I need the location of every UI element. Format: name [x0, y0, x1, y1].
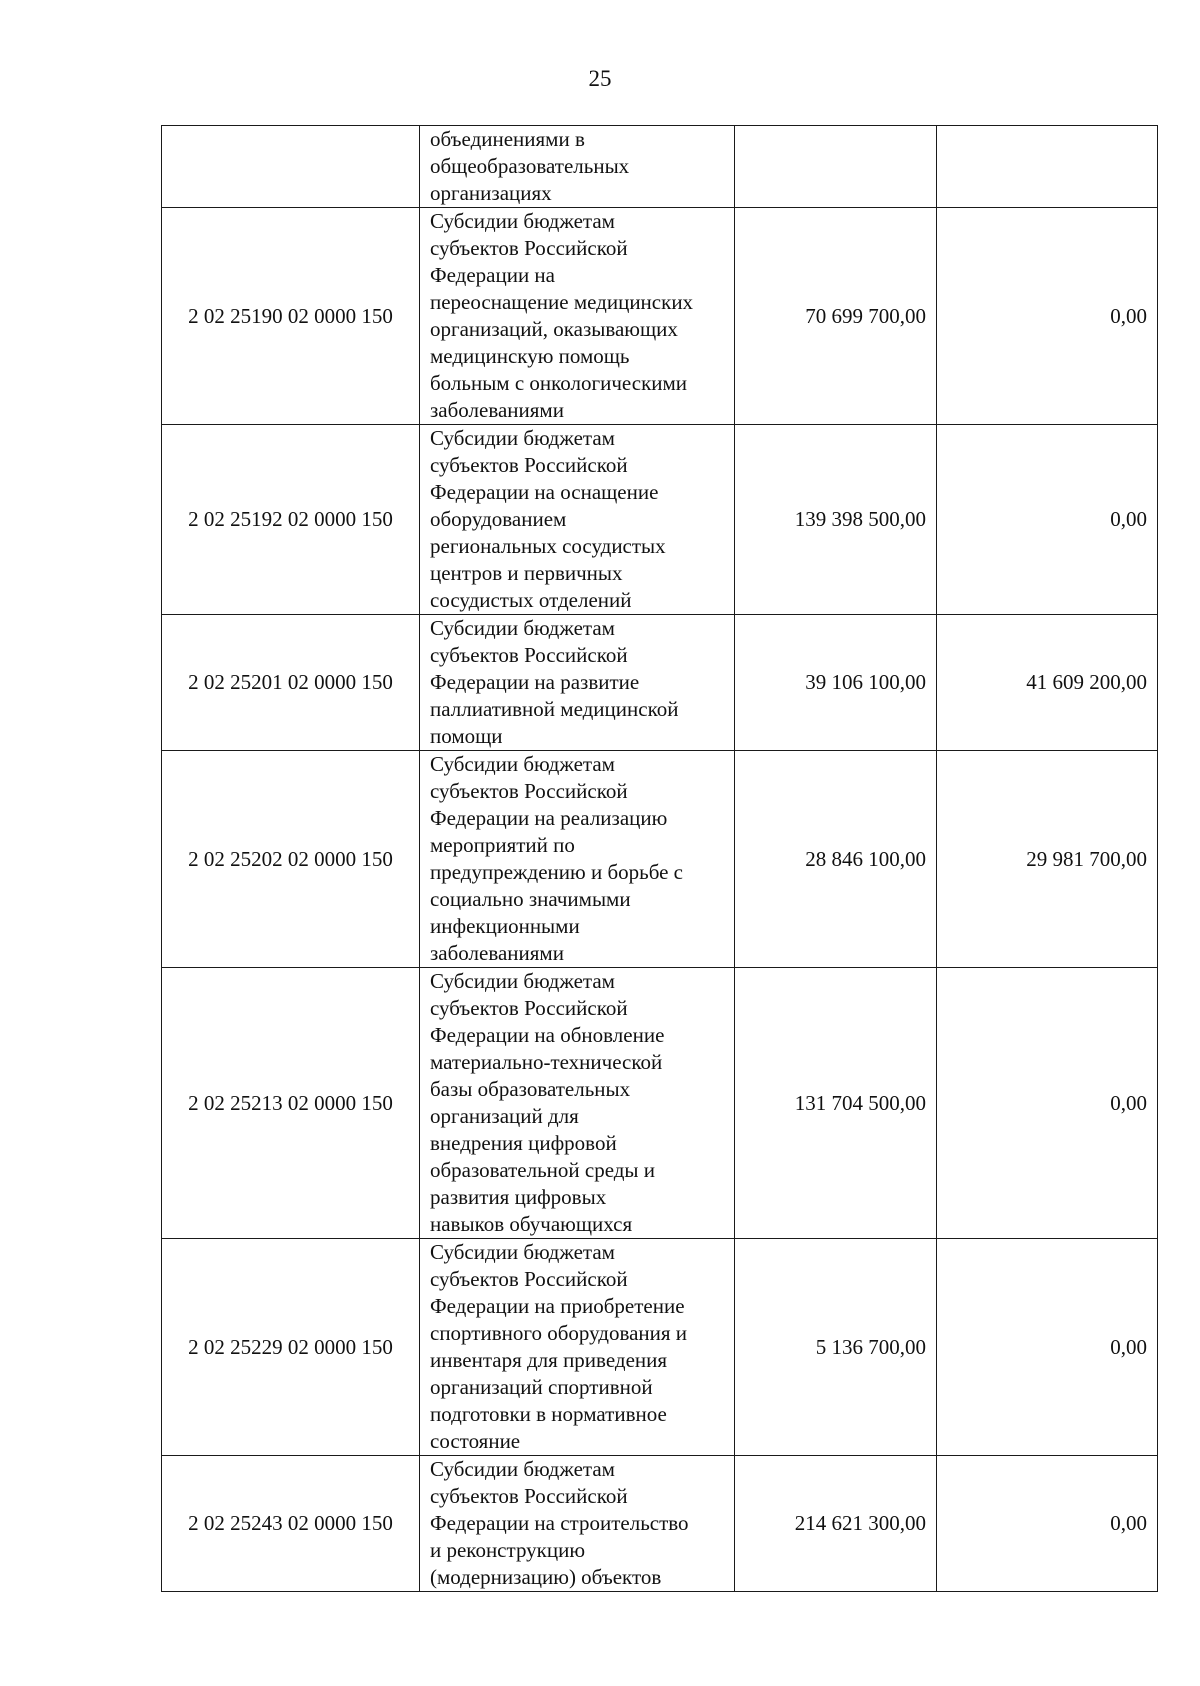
description-line: внедрения цифровой	[430, 1131, 617, 1155]
description-line: предупреждению и борьбе с	[430, 860, 684, 884]
description-line: Субсидии бюджетам	[430, 426, 615, 450]
description-line: организациях	[430, 181, 552, 205]
description-line: заболеваниями	[430, 941, 564, 965]
description-cell	[420, 1239, 735, 1456]
table-row	[162, 126, 1158, 208]
table-row	[162, 425, 1158, 615]
description-line: материально-технической	[430, 1050, 663, 1074]
description-line: социально значимыми	[430, 887, 631, 911]
description-cell	[420, 615, 735, 751]
budget-code-cell: 2 02 25229 02 0000 150	[162, 1239, 420, 1456]
description-line: субъектов Российской	[430, 1267, 628, 1291]
amount-year-2-cell: 0,00	[937, 1456, 1158, 1592]
description-line: (модернизацию) объектов	[430, 1565, 662, 1589]
description-line: медицинскую помощь	[430, 344, 630, 368]
description-line: объединениями в	[430, 127, 585, 151]
amount-year-1-cell: 70 699 700,00	[735, 208, 937, 425]
description-line: центров и первичных	[430, 561, 623, 585]
description-cell	[420, 126, 735, 208]
description-line: субъектов Российской	[430, 1484, 628, 1508]
amount-year-2-cell: 29 981 700,00	[937, 751, 1158, 968]
amount-year-2-cell	[937, 126, 1158, 208]
description-line: оборудованием	[430, 507, 567, 531]
description-line: региональных сосудистых	[430, 534, 666, 558]
budget-code-cell: 2 02 25243 02 0000 150	[162, 1456, 420, 1592]
description-line: навыков обучающихся	[430, 1212, 633, 1236]
description-line: переоснащение медицинских	[430, 290, 694, 314]
description-line: паллиативной медицинской	[430, 697, 679, 721]
description-line: состояние	[430, 1429, 521, 1453]
description-line: организаций, оказывающих	[430, 317, 678, 341]
amount-year-2-cell: 41 609 200,00	[937, 615, 1158, 751]
table-row	[162, 615, 1158, 751]
amount-year-1-cell: 39 106 100,00	[735, 615, 937, 751]
budget-code-cell: 2 02 25190 02 0000 150	[162, 208, 420, 425]
amount-year-2-cell: 0,00	[937, 208, 1158, 425]
description-line: субъектов Российской	[430, 453, 628, 477]
description-line: инвентаря для приведения	[430, 1348, 668, 1372]
budget-table-body	[162, 126, 1158, 1592]
amount-year-2-cell: 0,00	[937, 968, 1158, 1239]
budget-code-cell: 2 02 25201 02 0000 150	[162, 615, 420, 751]
description-line: Федерации на	[430, 263, 555, 287]
amount-year-2-cell: 0,00	[937, 425, 1158, 615]
amount-year-1-cell: 139 398 500,00	[735, 425, 937, 615]
description-line: Субсидии бюджетам	[430, 752, 615, 776]
description-cell	[420, 208, 735, 425]
budget-code-cell: 2 02 25213 02 0000 150	[162, 968, 420, 1239]
table-row	[162, 968, 1158, 1239]
table-row	[162, 1456, 1158, 1592]
amount-year-1-cell: 214 621 300,00	[735, 1456, 937, 1592]
description-line: Федерации на реализацию	[430, 806, 668, 830]
description-line: Федерации на приобретение	[430, 1294, 685, 1318]
description-line: подготовки в нормативное	[430, 1402, 667, 1426]
table-row	[162, 208, 1158, 425]
description-line: субъектов Российской	[430, 643, 628, 667]
description-line: помощи	[430, 724, 503, 748]
description-line: организаций для	[430, 1104, 579, 1128]
budget-code-cell: 2 02 25202 02 0000 150	[162, 751, 420, 968]
description-line: Субсидии бюджетам	[430, 209, 615, 233]
description-line: развития цифровых	[430, 1185, 607, 1209]
description-line: субъектов Российской	[430, 779, 628, 803]
description-cell	[420, 1456, 735, 1592]
description-line: субъектов Российской	[430, 236, 628, 260]
description-line: общеобразовательных	[430, 154, 630, 178]
description-line: Субсидии бюджетам	[430, 1457, 615, 1481]
description-line: базы образовательных	[430, 1077, 631, 1101]
table-row	[162, 751, 1158, 968]
description-line: Федерации на оснащение	[430, 480, 659, 504]
description-line: спортивного оборудования и	[430, 1321, 688, 1345]
page-number: 25	[588, 66, 612, 91]
description-line: Субсидии бюджетам	[430, 969, 615, 993]
description-line: субъектов Российской	[430, 996, 628, 1020]
description-line: организаций спортивной	[430, 1375, 653, 1399]
budget-code-cell: 2 02 25192 02 0000 150	[162, 425, 420, 615]
description-line: инфекционными	[430, 914, 580, 938]
description-line: образовательной среды и	[430, 1158, 656, 1182]
description-line: заболеваниями	[430, 398, 564, 422]
budget-code-cell	[162, 126, 420, 208]
amount-year-1-cell: 5 136 700,00	[735, 1239, 937, 1456]
amount-year-1-cell: 28 846 100,00	[735, 751, 937, 968]
description-line: больным с онкологическими	[430, 371, 688, 395]
description-cell	[420, 968, 735, 1239]
description-line: Федерации на обновление	[430, 1023, 665, 1047]
description-line: сосудистых отделений	[430, 588, 632, 612]
amount-year-1-cell: 131 704 500,00	[735, 968, 937, 1239]
table-row	[162, 1239, 1158, 1456]
description-line: Федерации на развитие	[430, 670, 640, 694]
amount-year-1-cell	[735, 126, 937, 208]
description-line: мероприятий по	[430, 833, 575, 857]
description-line: Субсидии бюджетам	[430, 1240, 615, 1264]
description-line: Субсидии бюджетам	[430, 616, 615, 640]
description-line: Федерации на строительство	[430, 1511, 689, 1535]
description-cell	[420, 751, 735, 968]
budget-table	[161, 125, 1158, 1592]
description-line: и реконструкцию	[430, 1538, 586, 1562]
description-cell	[420, 425, 735, 615]
amount-year-2-cell: 0,00	[937, 1239, 1158, 1456]
